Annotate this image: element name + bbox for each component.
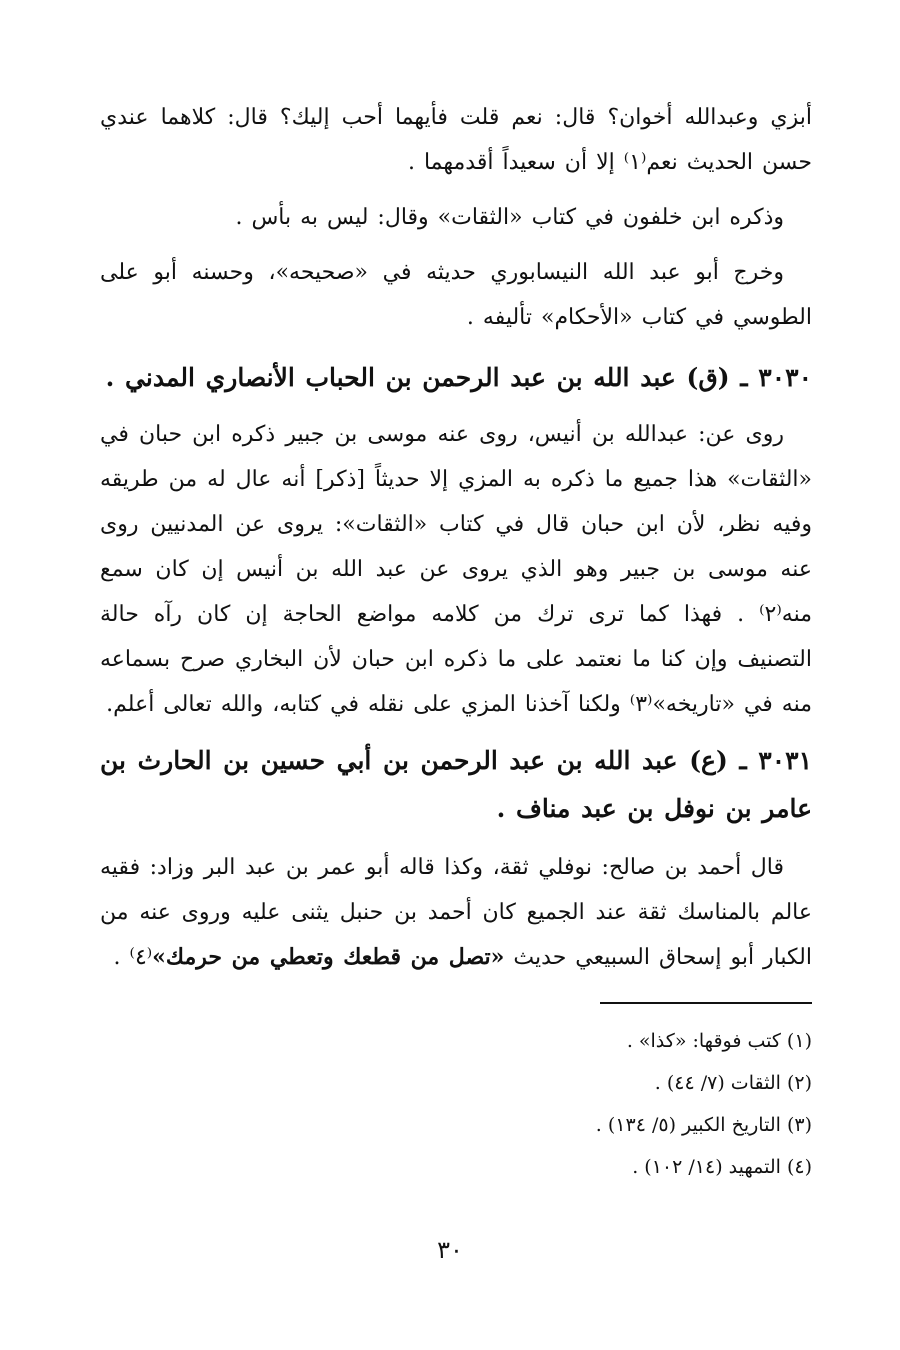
paragraph-prev-entry-3: وخرج أبو عبد الله النيسابوري حديثه في «صحيحه»، وحسنه أبو على الطوسي في كتاب «الأحكام» تأليفه . — [100, 260, 812, 330]
footnote-2: (٢) الثقات (٧/ ٤٤) . — [654, 1072, 812, 1094]
footnote-1: (١) كتب فوقها: «كذا» . — [626, 1030, 812, 1052]
footnote-divider — [600, 1002, 812, 1004]
entry-body-3031-end: ⁽٤⁾ . — [113, 945, 153, 970]
paragraph-prev-entry-1: أبزي وعبدالله أخوان؟ قال: نعم قلت فأيهما أحب إليك؟ قال: كلاهما عندي حسن الحديث نعم⁽١⁾ إلا أن سعيداً أقدمهما . — [100, 105, 812, 175]
footnote-3: (٣) التاريخ الكبير (٥/ ١٣٤) . — [595, 1114, 812, 1136]
entry-heading-3031: ٣٠٣١ ـ (ع) عبد الله بن عبد الرحمن بن أبي حسين بن الحارث بن عامر بن نوفل بن عبد مناف . — [100, 746, 812, 823]
entry-body-3031-text: قال أحمد بن صالح: نوفلي ثقة، وكذا قاله أبو عمر بن عبد البر وزاد: فقيه عالم بالمناسك ثقة عند الجميع كان أحمد بن حنبل يثنى عليه وروى عنه من الكبار أبو إسحاق السبيعي حديث — [100, 855, 813, 970]
footnote-4: (٤) التمهيد (١٤/ ١٠٢) . — [632, 1156, 812, 1178]
main-text — [100, 95, 812, 980]
entry-body-3030: روى عن: عبدالله بن أنيس، روى عنه موسى بن جبير ذكره ابن حبان في «الثقات» هذا جميع ما ذكره به المزي إلا حديثاً [ذكر] أنه عال له من طريقه وفيه نظر، لأن ابن حبان قال في كتاب «الثقات»: يروى عن المدنيين روى عنه موسى بن جبير وهو الذي يروى عن عبد الله بن أنيس إن كان سمع منه⁽٢⁾ . فهذا كما ترى ترك من كلامه مواضع الحاجة إن كان رآه حالة التصنيف وإن كنا ما نعتمد على ما ذكره ابن حبان لأن البخاري صرح بسماعه منه في «تاريخه»⁽٣⁾ ولكنا آخذنا المزي على نقله في كتابه، والله تعالى أعلم. — [100, 422, 812, 717]
entry-body-3031 — [100, 845, 812, 980]
entry-heading-3030: ٣٠٣٠ ـ (ق) عبد الله بن عبد الرحمن بن الحباب الأنصاري المدني . — [105, 363, 812, 392]
paragraph-prev-entry-2: وذكره ابن خلفون في كتاب «الثقات» وقال: ليس به بأس . — [235, 205, 784, 230]
footnotes — [100, 1020, 812, 1188]
page-number: ٣٠ — [437, 1236, 463, 1264]
entry-body-3031-hadith: «تصل من قطعك وتعطي من حرمك» — [152, 944, 505, 970]
